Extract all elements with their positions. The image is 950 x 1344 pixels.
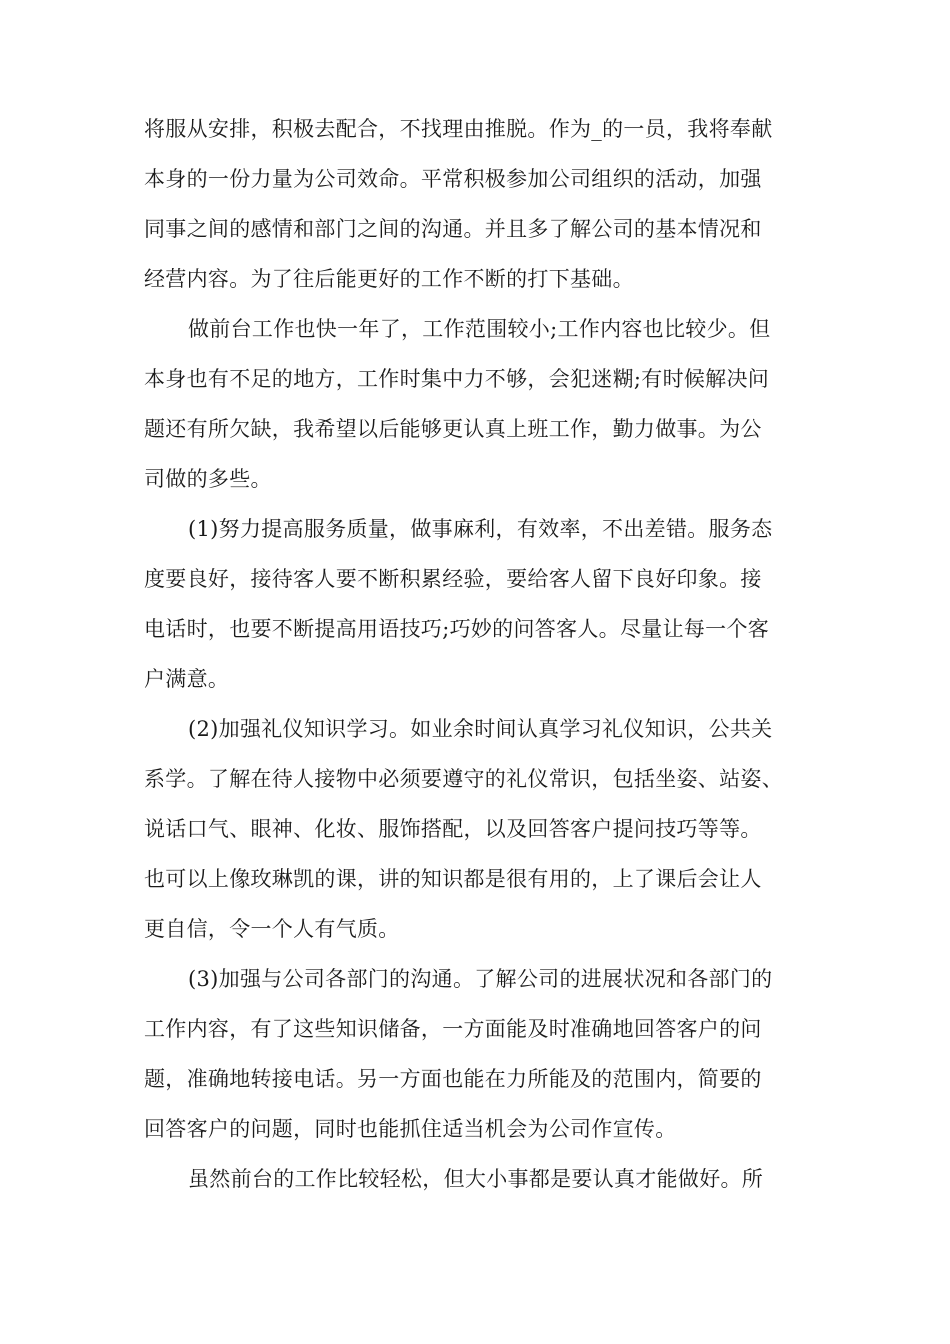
text-line: 电话时，也要不断提高用语技巧;巧妙的问答客人。尽量让每一个客 bbox=[144, 617, 770, 641]
text-line: 题，准确地转接电话。另一方面也能在力所能及的范围内，简要的 bbox=[144, 1067, 762, 1091]
text-line: 也可以上像玫琳凯的课，讲的知识都是很有用的，上了课后会让人 bbox=[144, 867, 762, 891]
text-line: 做前台工作也快一年了，工作范围较小;工作内容也比较少。但 bbox=[188, 317, 771, 341]
text-line: 工作内容，有了这些知识储备，一方面能及时准确地回答客户的问 bbox=[144, 1017, 762, 1041]
text-line: 说话口气、眼神、化妆、服饰搭配，以及回答客户提问技巧等等。 bbox=[144, 817, 762, 841]
paragraph-3 bbox=[144, 504, 814, 704]
text-line: 更自信，令一个人有气质。 bbox=[144, 917, 400, 941]
text-line: 回答客户的问题，同时也能抓住适当机会为公司作宣传。 bbox=[144, 1117, 677, 1141]
text-line: (3)加强与公司各部门的沟通。了解公司的进展状况和各部门的 bbox=[188, 967, 773, 991]
paragraph-1 bbox=[144, 104, 814, 304]
text-line: 本身也有不足的地方，工作时集中力不够，会犯迷糊;有时候解决问 bbox=[144, 367, 770, 391]
text-line: 将服从安排，积极去配合，不找理由推脱。作为_的一员，我将奉献 bbox=[144, 117, 773, 141]
text-line: 度要良好，接待客人要不断积累经验，要给客人留下良好印象。接 bbox=[144, 567, 762, 591]
paragraph-6 bbox=[144, 1154, 814, 1204]
paragraph-4 bbox=[144, 704, 814, 954]
text-line: 本身的一份力量为公司效命。平常积极参加公司组织的活动，加强 bbox=[144, 167, 762, 191]
text-line: 虽然前台的工作比较轻松，但大小事都是要认真才能做好。所 bbox=[188, 1167, 764, 1191]
paragraph-2 bbox=[144, 304, 814, 504]
paragraph-5 bbox=[144, 954, 814, 1154]
text-line: 经营内容。为了往后能更好的工作不断的打下基础。 bbox=[144, 267, 634, 291]
text-line: (2)加强礼仪知识学习。如业余时间认真学习礼仪知识，公共关 bbox=[188, 717, 773, 741]
text-line: 系学。了解在待人接物中必须要遵守的礼仪常识，包括坐姿、站姿、 bbox=[144, 767, 783, 791]
text-line: 同事之间的感情和部门之间的沟通。并且多了解公司的基本情况和 bbox=[144, 217, 762, 241]
text-line: 户满意。 bbox=[144, 667, 230, 691]
text-line: (1)努力提高服务质量，做事麻利，有效率，不出差错。服务态 bbox=[188, 517, 773, 541]
text-line: 题还有所欠缺，我希望以后能够更认真上班工作，勤力做事。为公 bbox=[144, 417, 762, 441]
document-body bbox=[144, 104, 814, 1204]
text-line: 司做的多些。 bbox=[144, 467, 272, 491]
